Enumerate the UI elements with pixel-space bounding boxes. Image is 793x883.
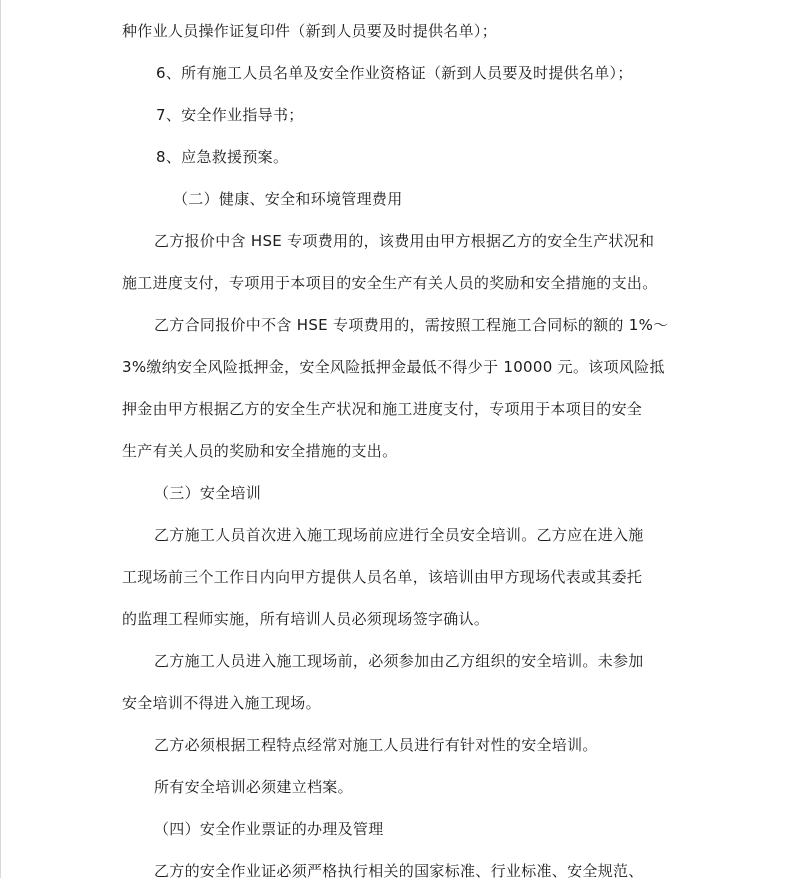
list-item-7: 7、安全作业指导书； — [156, 106, 304, 124]
paragraph-line: 押金由甲方根据乙方的安全生产状况和施工进度支付，专项用于本项目的安全 — [122, 400, 643, 418]
paragraph-line: 乙方必须根据工程特点经常对施工人员进行有针对性的安全培训。 — [154, 736, 598, 754]
text-line: 种作业人员操作证复印件（新到人员要及时提供名单）； — [122, 22, 498, 40]
paragraph-line: 施工进度支付，专项用于本项目的安全生产有关人员的奖励和安全措施的支出。 — [122, 274, 658, 292]
list-item-8: 8、应急救援预案。 — [156, 148, 289, 166]
section-heading-4: （四）安全作业票证的办理及管理 — [154, 820, 384, 838]
paragraph-line: 乙方报价中含 HSE 专项费用的，该费用由甲方根据乙方的安全生产状况和 — [154, 232, 655, 250]
paragraph-line: 所有安全培训必须建立档案。 — [154, 778, 353, 796]
section-heading-2: （二）健康、安全和环境管理费用 — [173, 190, 403, 208]
paragraph-line: 工现场前三个工作日内向甲方提供人员名单，该培训由甲方现场代表或其委托 — [122, 568, 643, 586]
paragraph-line: 安全培训不得进入施工现场。 — [122, 694, 321, 712]
paragraph-line: 乙方的安全作业证必须严格执行相关的国家标准、行业标准、安全规范、 — [154, 862, 644, 880]
paragraph-line: 的监理工程师实施，所有培训人员必须现场签字确认。 — [122, 610, 490, 628]
paragraph-line: 乙方施工人员首次进入施工现场前应进行全员安全培训。乙方应在进入施 — [154, 526, 644, 544]
list-item-6: 6、所有施工人员名单及安全作业资格证（新到人员要及时提供名单）； — [156, 64, 633, 82]
section-heading-3: （三）安全培训 — [154, 484, 262, 502]
paragraph-line: 乙方合同报价中不含 HSE 专项费用的，需按照工程施工合同标的额的 1%～ — [154, 316, 669, 334]
paragraph-line: 3%缴纳安全风险抵押金，安全风险抵押金最低不得少于 10000 元。该项风险抵 — [122, 358, 665, 376]
paragraph-line: 生产有关人员的奖励和安全措施的支出。 — [122, 442, 398, 460]
paragraph-line: 乙方施工人员进入施工现场前，必须参加由乙方组织的安全培训。未参加 — [154, 652, 644, 670]
